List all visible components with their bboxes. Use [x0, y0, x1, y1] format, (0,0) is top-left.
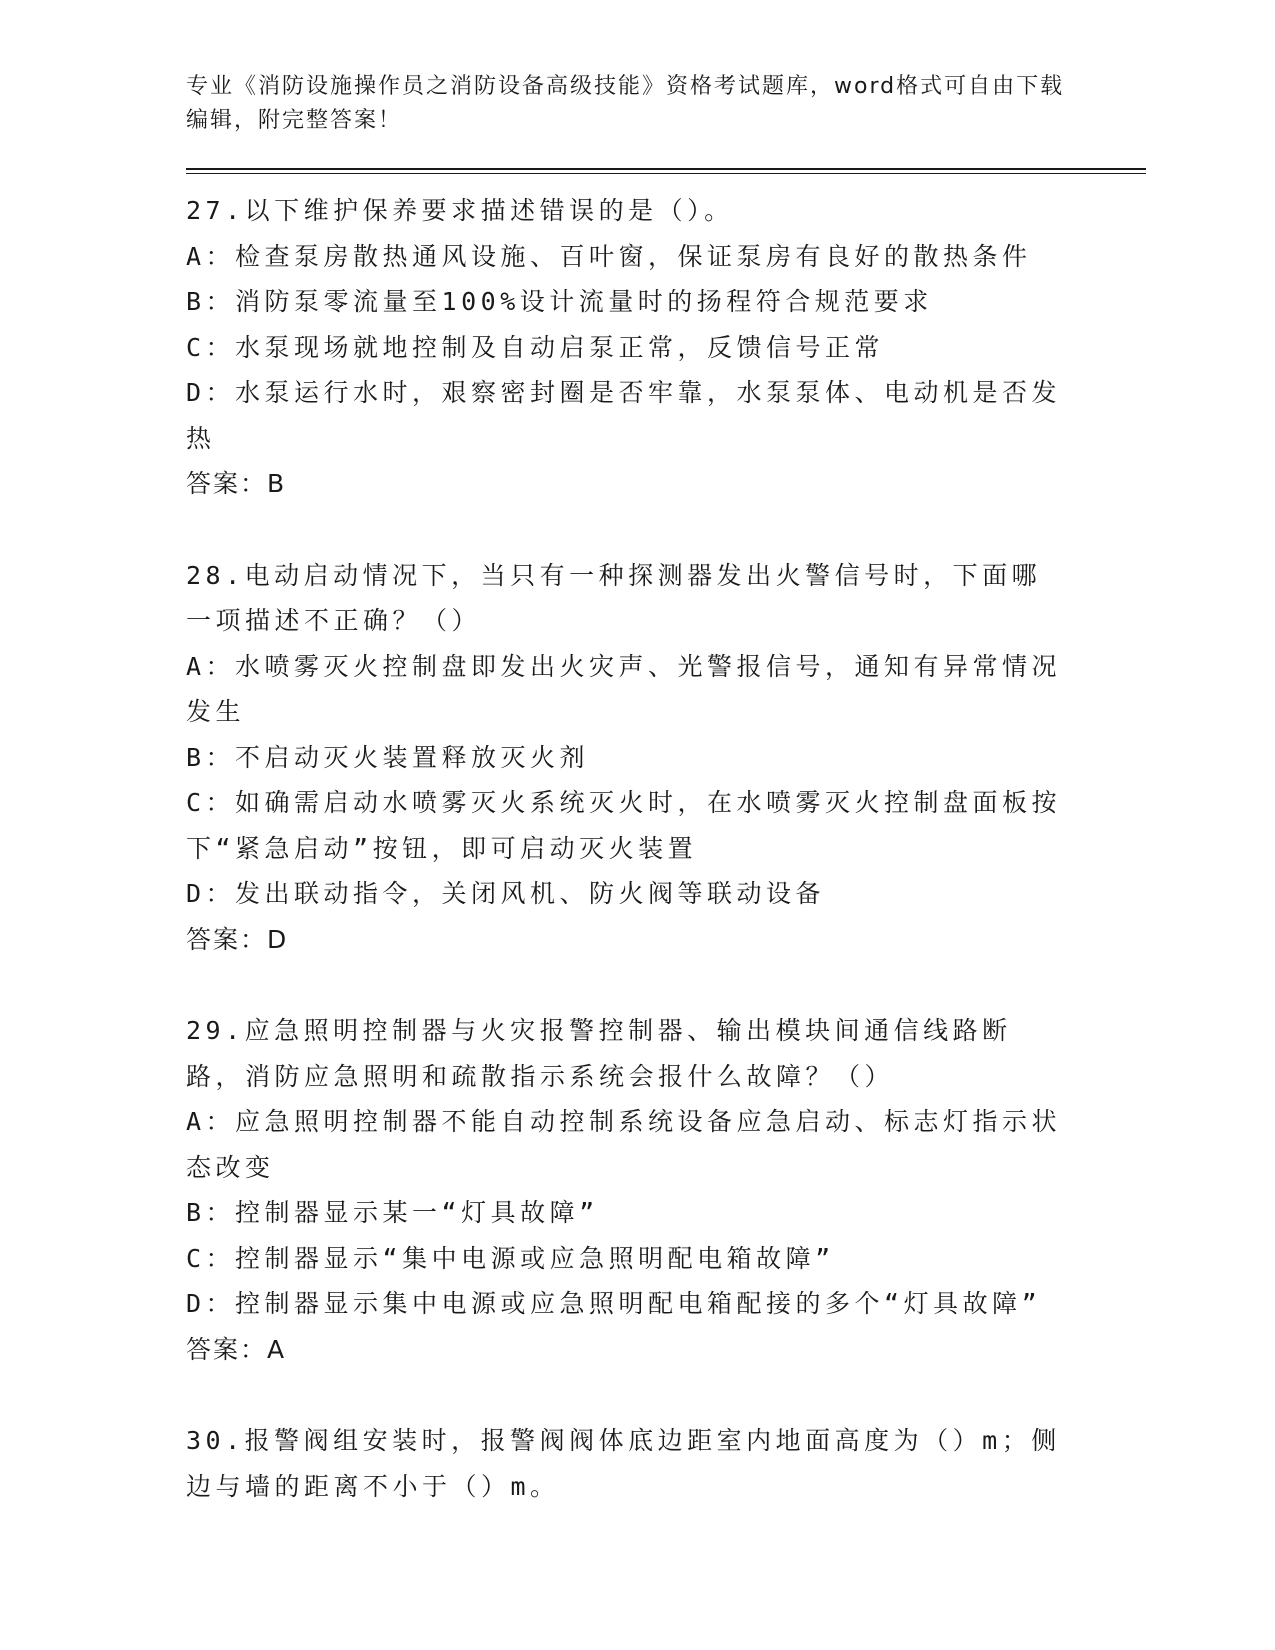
document-header: 专业《消防设施操作员之消防设备高级技能》资格考试题库，word格式可自由下载编辑，附完整答案！	[186, 74, 1065, 133]
option-a: A：应急照明控制器不能自动控制系统设备应急启动、标志灯指示状态改变	[186, 1107, 1062, 1182]
option-a: A：检查泵房散热通风设施、百叶窗，保证泵房有良好的散热条件	[186, 241, 1032, 271]
question-30	[186, 1418, 1146, 1509]
question-28	[186, 553, 1146, 963]
answer-line: 答案：B	[186, 469, 287, 498]
document-page	[186, 70, 1146, 1509]
option-c: C：水泵现场就地控制及自动启泵正常，反馈信号正常	[186, 332, 885, 362]
header-divider	[186, 168, 1146, 170]
option-c: C：控制器显示“集中电源或应急照明配电箱故障”	[186, 1243, 835, 1273]
question-29	[186, 1008, 1146, 1372]
option-c: C：如确需启动水喷雾灭火系统灭火时，在水喷雾灭火控制盘面板按下“紧急启动”按钮，即可启动灭火装置	[186, 788, 1062, 863]
option-d: D：水泵运行水时，艰察密封圈是否牢靠，水泵泵体、电动机是否发热	[186, 378, 1062, 453]
option-b: B：控制器显示某一“灯具故障”	[186, 1198, 599, 1227]
header-divider-secondary	[186, 173, 1146, 174]
option-d: D：发出联动指令，关闭风机、防火阀等联动设备	[186, 879, 826, 908]
question-stem: 30.报警阀组安装时，报警阀阀体底边距室内地面高度为（）m；侧边与墙的距离不小于（）m。	[186, 1426, 1061, 1501]
question-stem: 29.应急照明控制器与火灾报警控制器、输出模块间通信线路断路，消防应急照明和疏散指示系统会报什么故障？（）	[186, 1016, 1012, 1091]
answer-line: 答案：D	[186, 924, 289, 954]
question-27	[186, 188, 1146, 507]
question-stem: 28.电动启动情况下，当只有一种探测器发出火警信号时，下面哪一项描述不正确？（）	[186, 560, 1042, 635]
option-d: D：控制器显示集中电源或应急照明配电箱配接的多个“灯具故障”	[186, 1289, 1042, 1318]
option-b: B：不启动灭火装置释放灭火剂	[186, 742, 590, 772]
option-b: B：消防泵零流量至100%设计流量时的扬程符合规范要求	[186, 287, 933, 316]
answer-line: 答案：A	[186, 1334, 287, 1364]
option-a: A：水喷雾灭火控制盘即发出火灾声、光警报信号，通知有异常情况发生	[186, 651, 1062, 726]
question-stem: 27.以下维护保养要求描述错误的是（）。	[186, 196, 734, 225]
